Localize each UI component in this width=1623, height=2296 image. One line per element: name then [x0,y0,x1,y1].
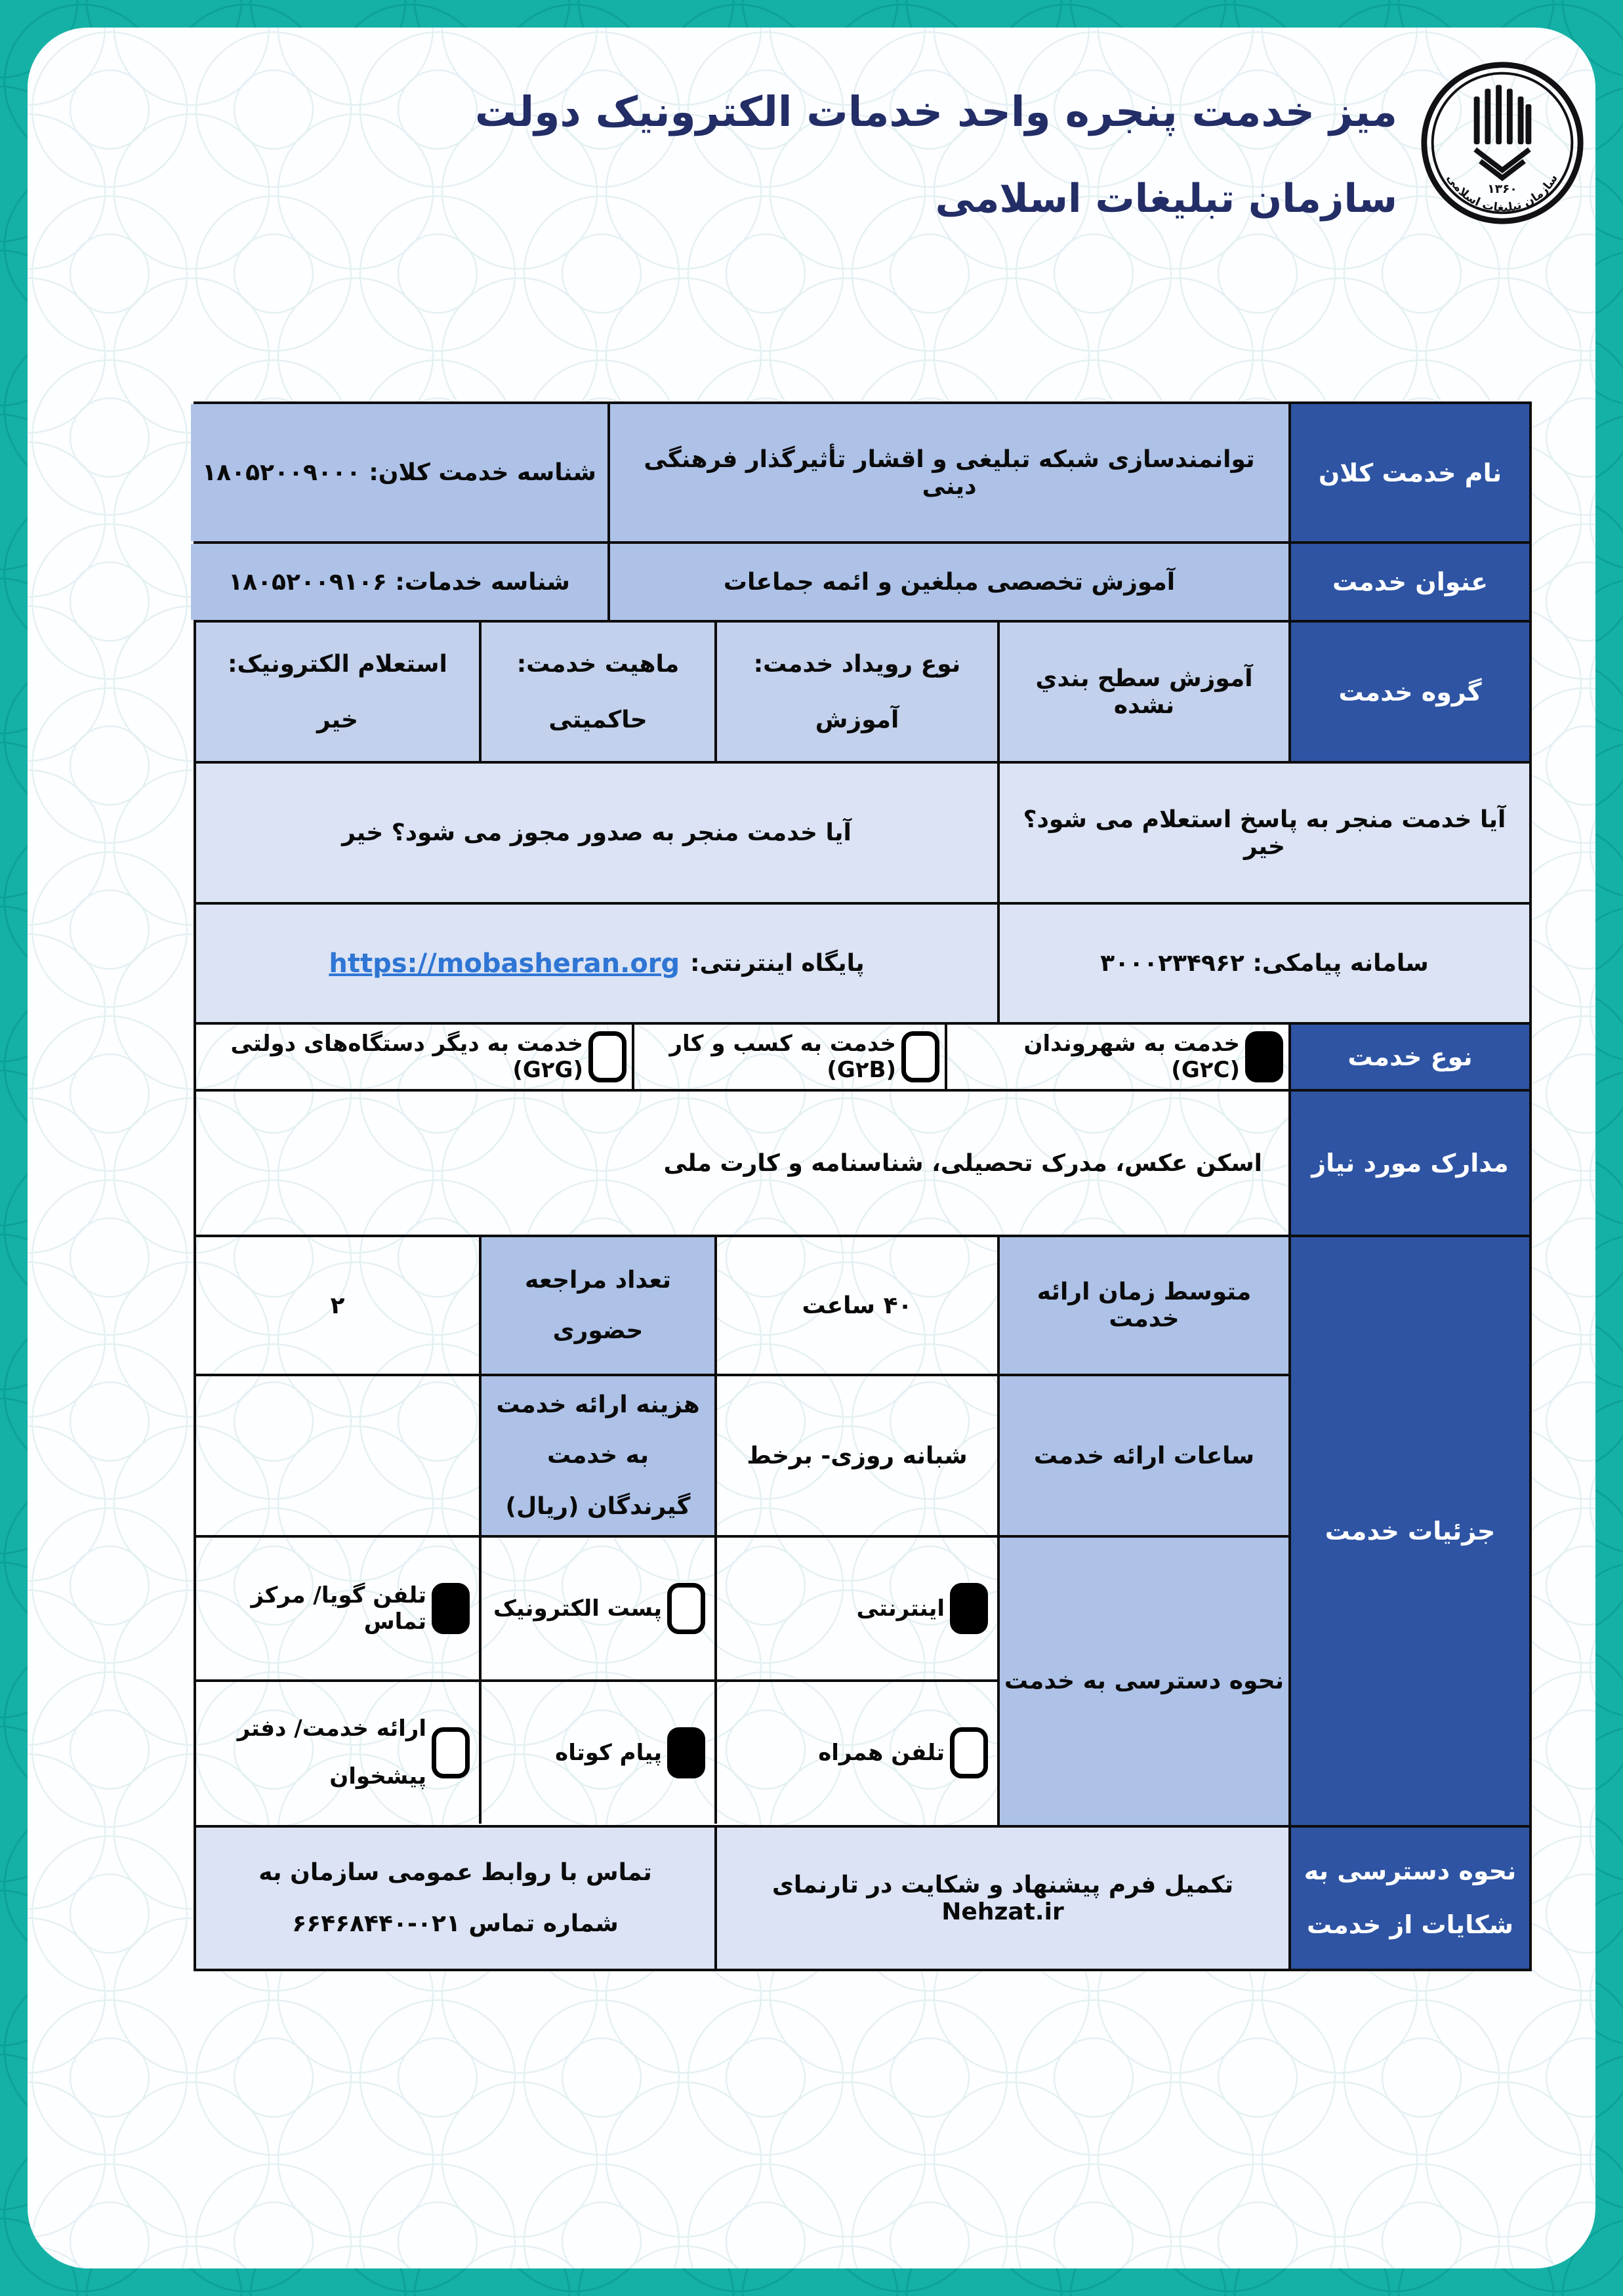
avg-time-label: متوسط زمان ارائه خدمت [997,1237,1288,1374]
internet-checkbox[interactable] [950,1583,988,1634]
option-g2g [196,1025,632,1089]
counter-label: ارائه خدمت/ دفتر پیشخوان [237,1715,426,1790]
option-g2c [945,1025,1288,1089]
sms-system: سامانه پیامکی: ۳۰۰۰۲۳۴۹۶۲ [997,905,1529,1022]
ivr-label: تلفن گویا/ مرکز تماس [251,1582,426,1635]
service-title-value: آموزش تخصصی مبلغین و ائمه جماعات [607,544,1288,620]
event-type-cell [714,623,997,761]
visits-label: تعداد مراجعه حضوری [479,1237,714,1374]
mobile-label: تلفن همراه [818,1739,945,1766]
hours-value: شبانه روزی- برخط [714,1376,997,1535]
documents-label: مدارک مورد نیاز [1288,1092,1529,1235]
access-row-2 [196,1682,997,1824]
access-row-1 [196,1538,997,1682]
complaints-web: تکمیل فرم پیشنهاد و شکایت در تارنمای Nehzat.ir [714,1828,1288,1969]
option-email [479,1538,714,1679]
row-service-title [196,544,1529,623]
row-service-details [196,1237,1529,1828]
service-info-table [194,401,1532,1971]
documents-value: اسکن عکس، مدرک تحصیلی، شناسنامه و کارت ملی [663,1149,1262,1177]
g2c-checkbox[interactable] [1245,1031,1283,1082]
option-g2b [632,1025,945,1089]
complaints-phone: تماس با روابط عمومی سازمان به شماره تماس ۰۲۱-۶۶۴۶۸۴۴۰ [196,1828,714,1969]
inquiry-question: آیا خدمت منجر به پاسخ استعلام می شود؟ خیر [997,764,1529,902]
subrow-access [196,1538,1288,1825]
g2c-label: خدمت به شهروندان (G۲C) [1023,1031,1240,1083]
option-internet [714,1538,997,1679]
electronic-inquiry-label: استعلام الکترونیک: [228,650,447,678]
row-documents [196,1092,1529,1237]
cost-label: هزینه ارائه خدمت به خدمت گیرندگان (ریال) [479,1376,714,1535]
service-nature-cell [479,623,714,761]
mobile-checkbox[interactable] [950,1727,988,1778]
g2b-checkbox[interactable] [901,1031,939,1082]
macro-service-value: توانمندسازی شبکه تبلیغی و اقشار تأثیرگذار فرهنگی دینی [607,404,1288,541]
row-contact-channels [196,905,1529,1025]
option-counter [196,1682,479,1824]
service-group-value: آموزش سطح بندي نشده [997,623,1288,761]
row-service-type [196,1025,1529,1092]
organization-title: سازمان تبلیغات اسلامی [935,176,1397,222]
license-question: آیا خدمت منجر به صدور مجوز می شود؟ خیر [196,764,997,902]
service-title-label: عنوان خدمت [1288,544,1529,620]
logo-year: ۱۳۶۰ [1487,182,1517,196]
sms-checkbox[interactable] [667,1727,705,1778]
option-sms [479,1682,714,1824]
visits-value: ۲ [330,1292,345,1319]
cost-value [196,1376,479,1535]
g2g-label: خدمت به دیگر دستگاه‌های دولتی (G۲G) [230,1031,583,1083]
website-label: پایگاه اینترنتی: [690,950,865,977]
service-details-body [196,1237,1288,1825]
service-type-label: نوع خدمت [1288,1025,1529,1089]
internet-label: اینترنتی [856,1595,945,1622]
row-macro-service [196,404,1529,544]
service-nature-value: حاکمیتی [548,706,647,733]
electronic-inquiry-value: خیر [316,706,359,733]
subrow-time [196,1237,1288,1376]
email-checkbox[interactable] [667,1583,705,1634]
subrow-hours-cost [196,1376,1288,1538]
service-group-label: گروه خدمت [1288,623,1529,761]
macro-service-id: شناسه خدمت کلان: ۱۸۰۵۲۰۰۹۰۰۰ [191,404,607,541]
g2g-checkbox[interactable] [588,1031,627,1082]
access-label: نحوه دسترسی به خدمت [997,1538,1288,1825]
service-details-label: جزئیات خدمت [1288,1237,1529,1825]
option-mobile [714,1682,997,1824]
avg-time-value: ۴۰ ساعت [714,1237,997,1374]
service-id: شناسه خدمات: ۱۸۰۵۲۰۰۹۱۰۶ [191,544,607,620]
electronic-inquiry-cell [196,623,479,761]
row-service-group [196,623,1529,764]
organization-logo [1418,59,1586,227]
event-type-label: نوع رویداد خدمت: [753,650,961,678]
sms-label: پیام کوتاه [555,1739,662,1766]
g2b-label: خدمت به کسب و کار (G۲B) [669,1031,896,1083]
complaints-label: نحوه دسترسی به شکایات از خدمت [1288,1828,1529,1969]
macro-service-label: نام خدمت کلان [1288,404,1529,541]
website-cell [196,905,997,1022]
access-grid [196,1538,997,1825]
hours-label: ساعات ارائه خدمت [997,1376,1288,1535]
website-link[interactable]: https://mobasheran.org [329,948,680,979]
page-title: میز خدمت پنجره واحد خدمات الکترونیک دولت [474,88,1397,136]
counter-checkbox[interactable] [432,1727,470,1778]
row-complaints [196,1828,1529,1969]
logo-caption: سازمان تبلیغات اسلامی [1444,172,1561,215]
event-type-value: آموزش [815,706,899,733]
row-questions [196,764,1529,905]
content-card [28,28,1595,2268]
ivr-checkbox[interactable] [432,1583,470,1634]
option-ivr [196,1538,479,1679]
service-nature-label: ماهیت خدمت: [516,650,680,678]
email-label: پست الکترونیک [493,1595,662,1622]
